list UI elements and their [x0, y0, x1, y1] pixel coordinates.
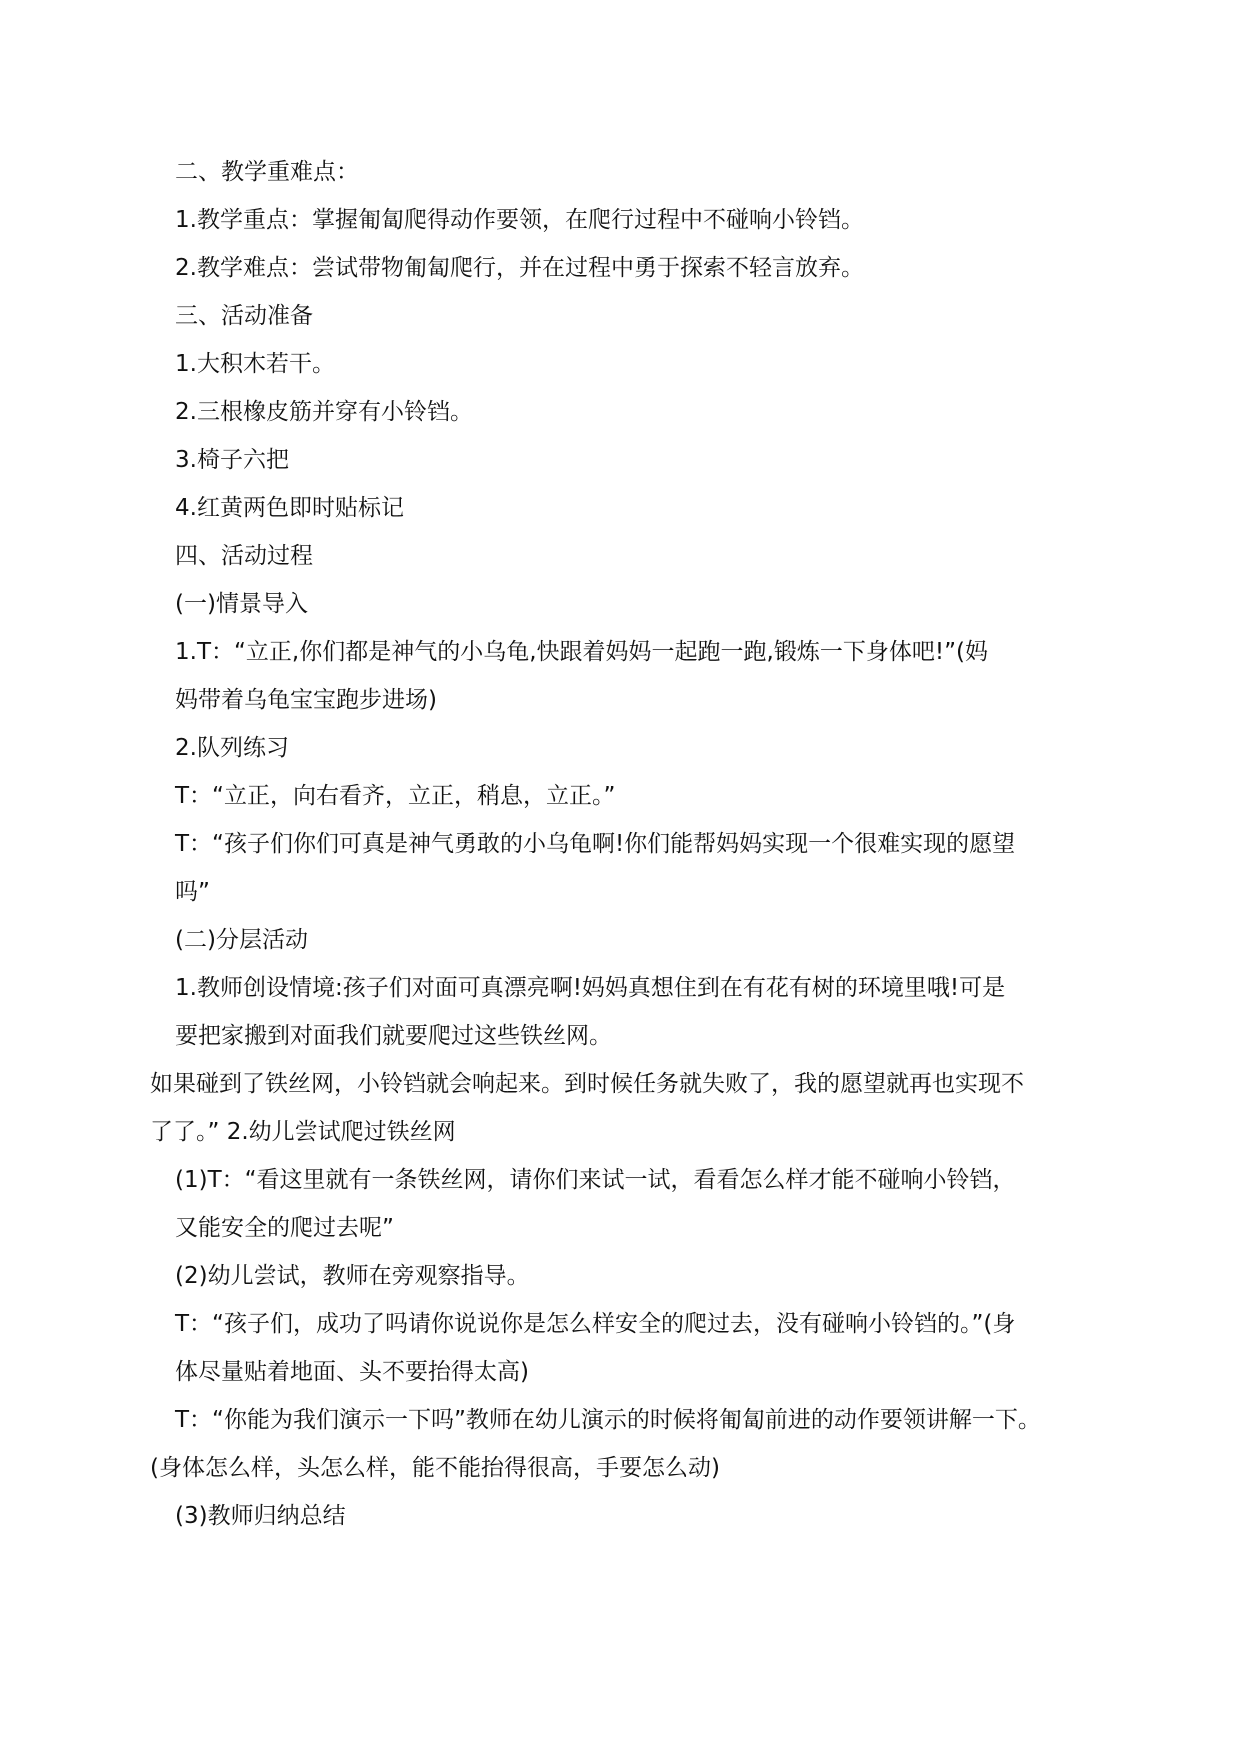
text-line: 1.大积木若干。	[175, 351, 335, 377]
text-line: (一)情景导入	[175, 591, 308, 617]
text-line: 妈带着乌龟宝宝跑步进场)	[175, 687, 437, 713]
text-line: 1.T：“立正,你们都是神气的小乌龟,快跟着妈妈一起跑一跑,锻炼一下身体吧!”(妈	[175, 639, 988, 665]
text-line: 四、活动过程	[175, 543, 313, 569]
text-line: T：“孩子们，成功了吗请你说说你是怎么样安全的爬过去，没有碰响小铃铛的。”(身	[175, 1311, 1016, 1337]
text-line: 二、教学重难点：	[175, 159, 359, 185]
text-line: T：“你能为我们演示一下吗”教师在幼儿演示的时候将匍匐前进的动作要领讲解一下。	[175, 1407, 1041, 1433]
text-line: T：“立正，向右看齐，立正，稍息，立正。”	[175, 783, 616, 809]
text-line: 2.教学难点：尝试带物匍匐爬行，并在过程中勇于探索不轻言放弃。	[175, 255, 864, 281]
text-line: 2.队列练习	[175, 735, 289, 761]
text-line: (1)T：“看这里就有一条铁丝网，请你们来试一试，看看怎么样才能不碰响小铃铛，	[175, 1167, 1016, 1193]
text-line: 如果碰到了铁丝网，小铃铛就会响起来。到时候任务就失败了，我的愿望就再也实现不	[150, 1071, 1024, 1097]
text-line: 1.教学重点：掌握匍匐爬得动作要领，在爬行过程中不碰响小铃铛。	[175, 207, 864, 233]
text-line: 吗”	[175, 879, 210, 905]
text-line: 要把家搬到对面我们就要爬过这些铁丝网。	[175, 1023, 612, 1049]
text-line: 了了。” 2.幼儿尝试爬过铁丝网	[150, 1119, 456, 1145]
text-line: T：“孩子们你们可真是神气勇敢的小乌龟啊!你们能帮妈妈实现一个很难实现的愿望	[175, 831, 1016, 857]
text-line: (二)分层活动	[175, 927, 308, 953]
document-body	[150, 148, 1100, 1540]
text-line: 4.红黄两色即时贴标记	[175, 495, 404, 521]
text-line: 体尽量贴着地面、头不要抬得太高)	[175, 1359, 529, 1385]
text-line: (身体怎么样，头怎么样，能不能抬得很高，手要怎么动)	[150, 1455, 720, 1481]
text-line: (3)教师归纳总结	[175, 1503, 346, 1529]
text-line: 2.三根橡皮筋并穿有小铃铛。	[175, 399, 473, 425]
text-line: 三、活动准备	[175, 303, 313, 329]
text-line: 1.教师创设情境:孩子们对面可真漂亮啊!妈妈真想住到在有花有树的环境里哦!可是	[175, 975, 1006, 1001]
text-line: 3.椅子六把	[175, 447, 289, 473]
text-line: (2)幼儿尝试，教师在旁观察指导。	[175, 1263, 530, 1289]
text-line: 又能安全的爬过去呢”	[175, 1215, 394, 1241]
